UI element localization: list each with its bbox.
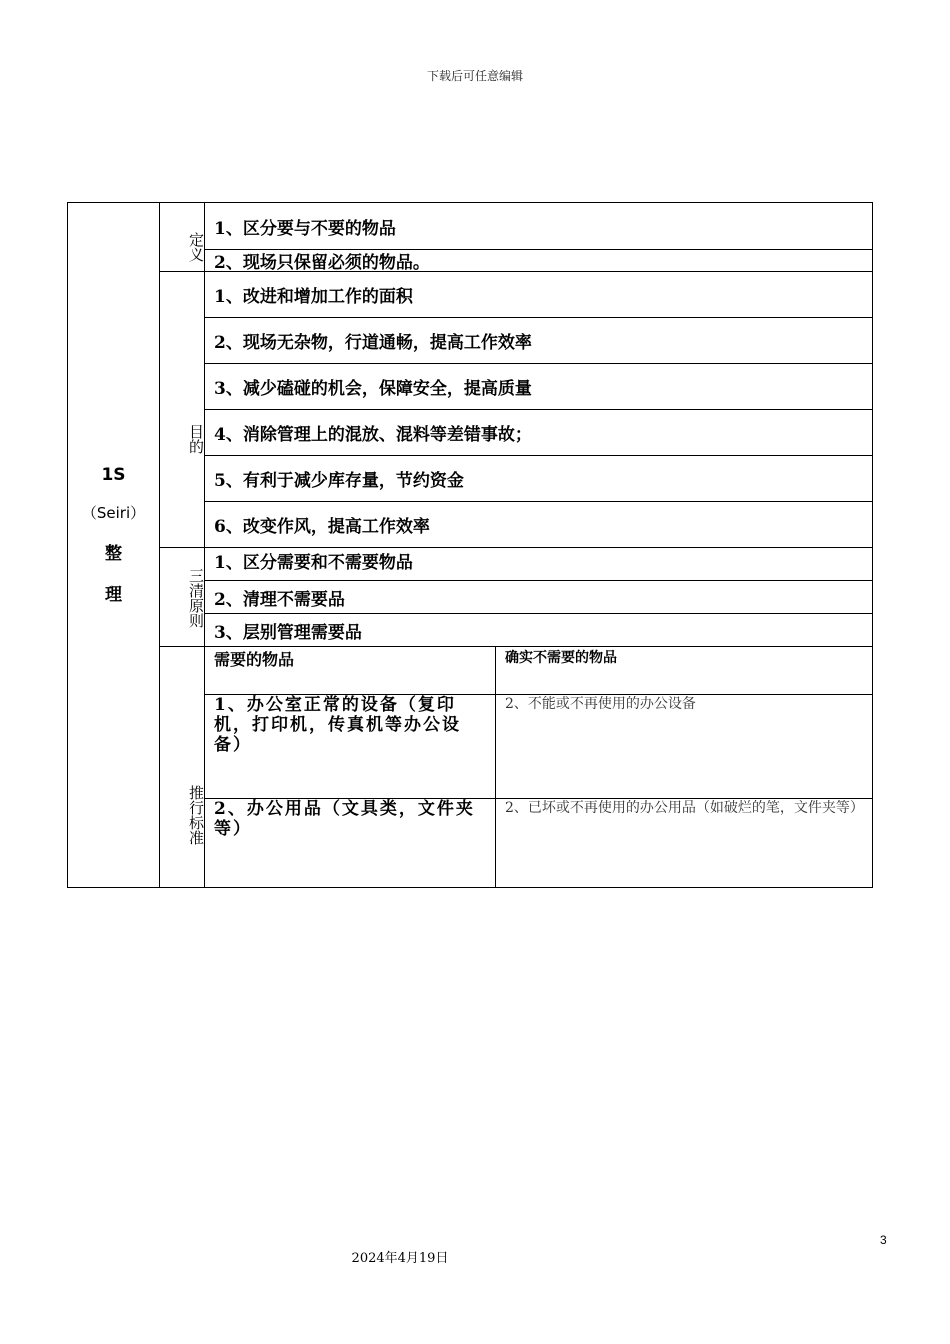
standards-needed-text: 2、办公用品（文具类，文件夹等） [214,799,475,839]
standards-needed-text: 1、办公室正常的设备（复印机，打印机，传真机等办公设备） [214,695,461,755]
purpose-label: 目的 [159,271,205,548]
standards-unneeded-text: 2、不能或不再使用的办公设备 [505,696,696,712]
section-char-1: 整 [105,544,122,564]
standards-unneeded-text: 2、已坏或不再使用的办公用品（如破烂的笔，文件夹等） [505,800,864,816]
principle-item: 2、清理不需要品 [204,580,873,614]
section-cell [67,202,160,888]
page-number: 3 [880,1233,887,1247]
definition-label: 定义 [159,202,205,272]
purpose-item: 4、消除管理上的混放、混料等差错事故； [204,409,873,456]
principles-label: 三清原则 [159,547,205,647]
principle-item: 3、层别管理需要品 [204,613,873,647]
standards-needed-cell [204,694,496,799]
purpose-item: 2、现场无杂物，行道通畅，提高工作效率 [204,317,873,364]
standards-unneeded-cell [495,798,873,888]
section-code: 1S [101,465,126,485]
purpose-item: 3、减少磕碰的机会，保障安全，提高质量 [204,363,873,410]
section-roman: （Seiri） [81,504,146,522]
purpose-item: 5、有利于减少库存量，节约资金 [204,455,873,502]
standards-header-unneeded-text: 确实不需要的物品 [505,650,617,666]
standards-header-needed [204,646,496,695]
seiri-table [67,202,873,888]
standards-needed-cell [204,798,496,888]
principle-item: 1、区分需要和不需要物品 [204,547,873,581]
section-char-2: 理 [105,585,122,605]
purpose-item: 1、改进和增加工作的面积 [204,271,873,318]
standards-label: 推行标准 [159,646,205,888]
definition-item: 2、现场只保留必须的物品。 [204,249,873,272]
standards-header-unneeded [495,646,873,695]
standards-unneeded-cell [495,694,873,799]
standards-header-needed-text: 需要的物品 [214,650,295,669]
footer-date: 2024年4月19日 [351,1251,449,1266]
purpose-item: 6、改变作风，提高工作效率 [204,501,873,548]
definition-item: 1、区分要与不要的物品 [204,202,873,250]
page-header: 下载后可任意编辑 [426,69,523,83]
